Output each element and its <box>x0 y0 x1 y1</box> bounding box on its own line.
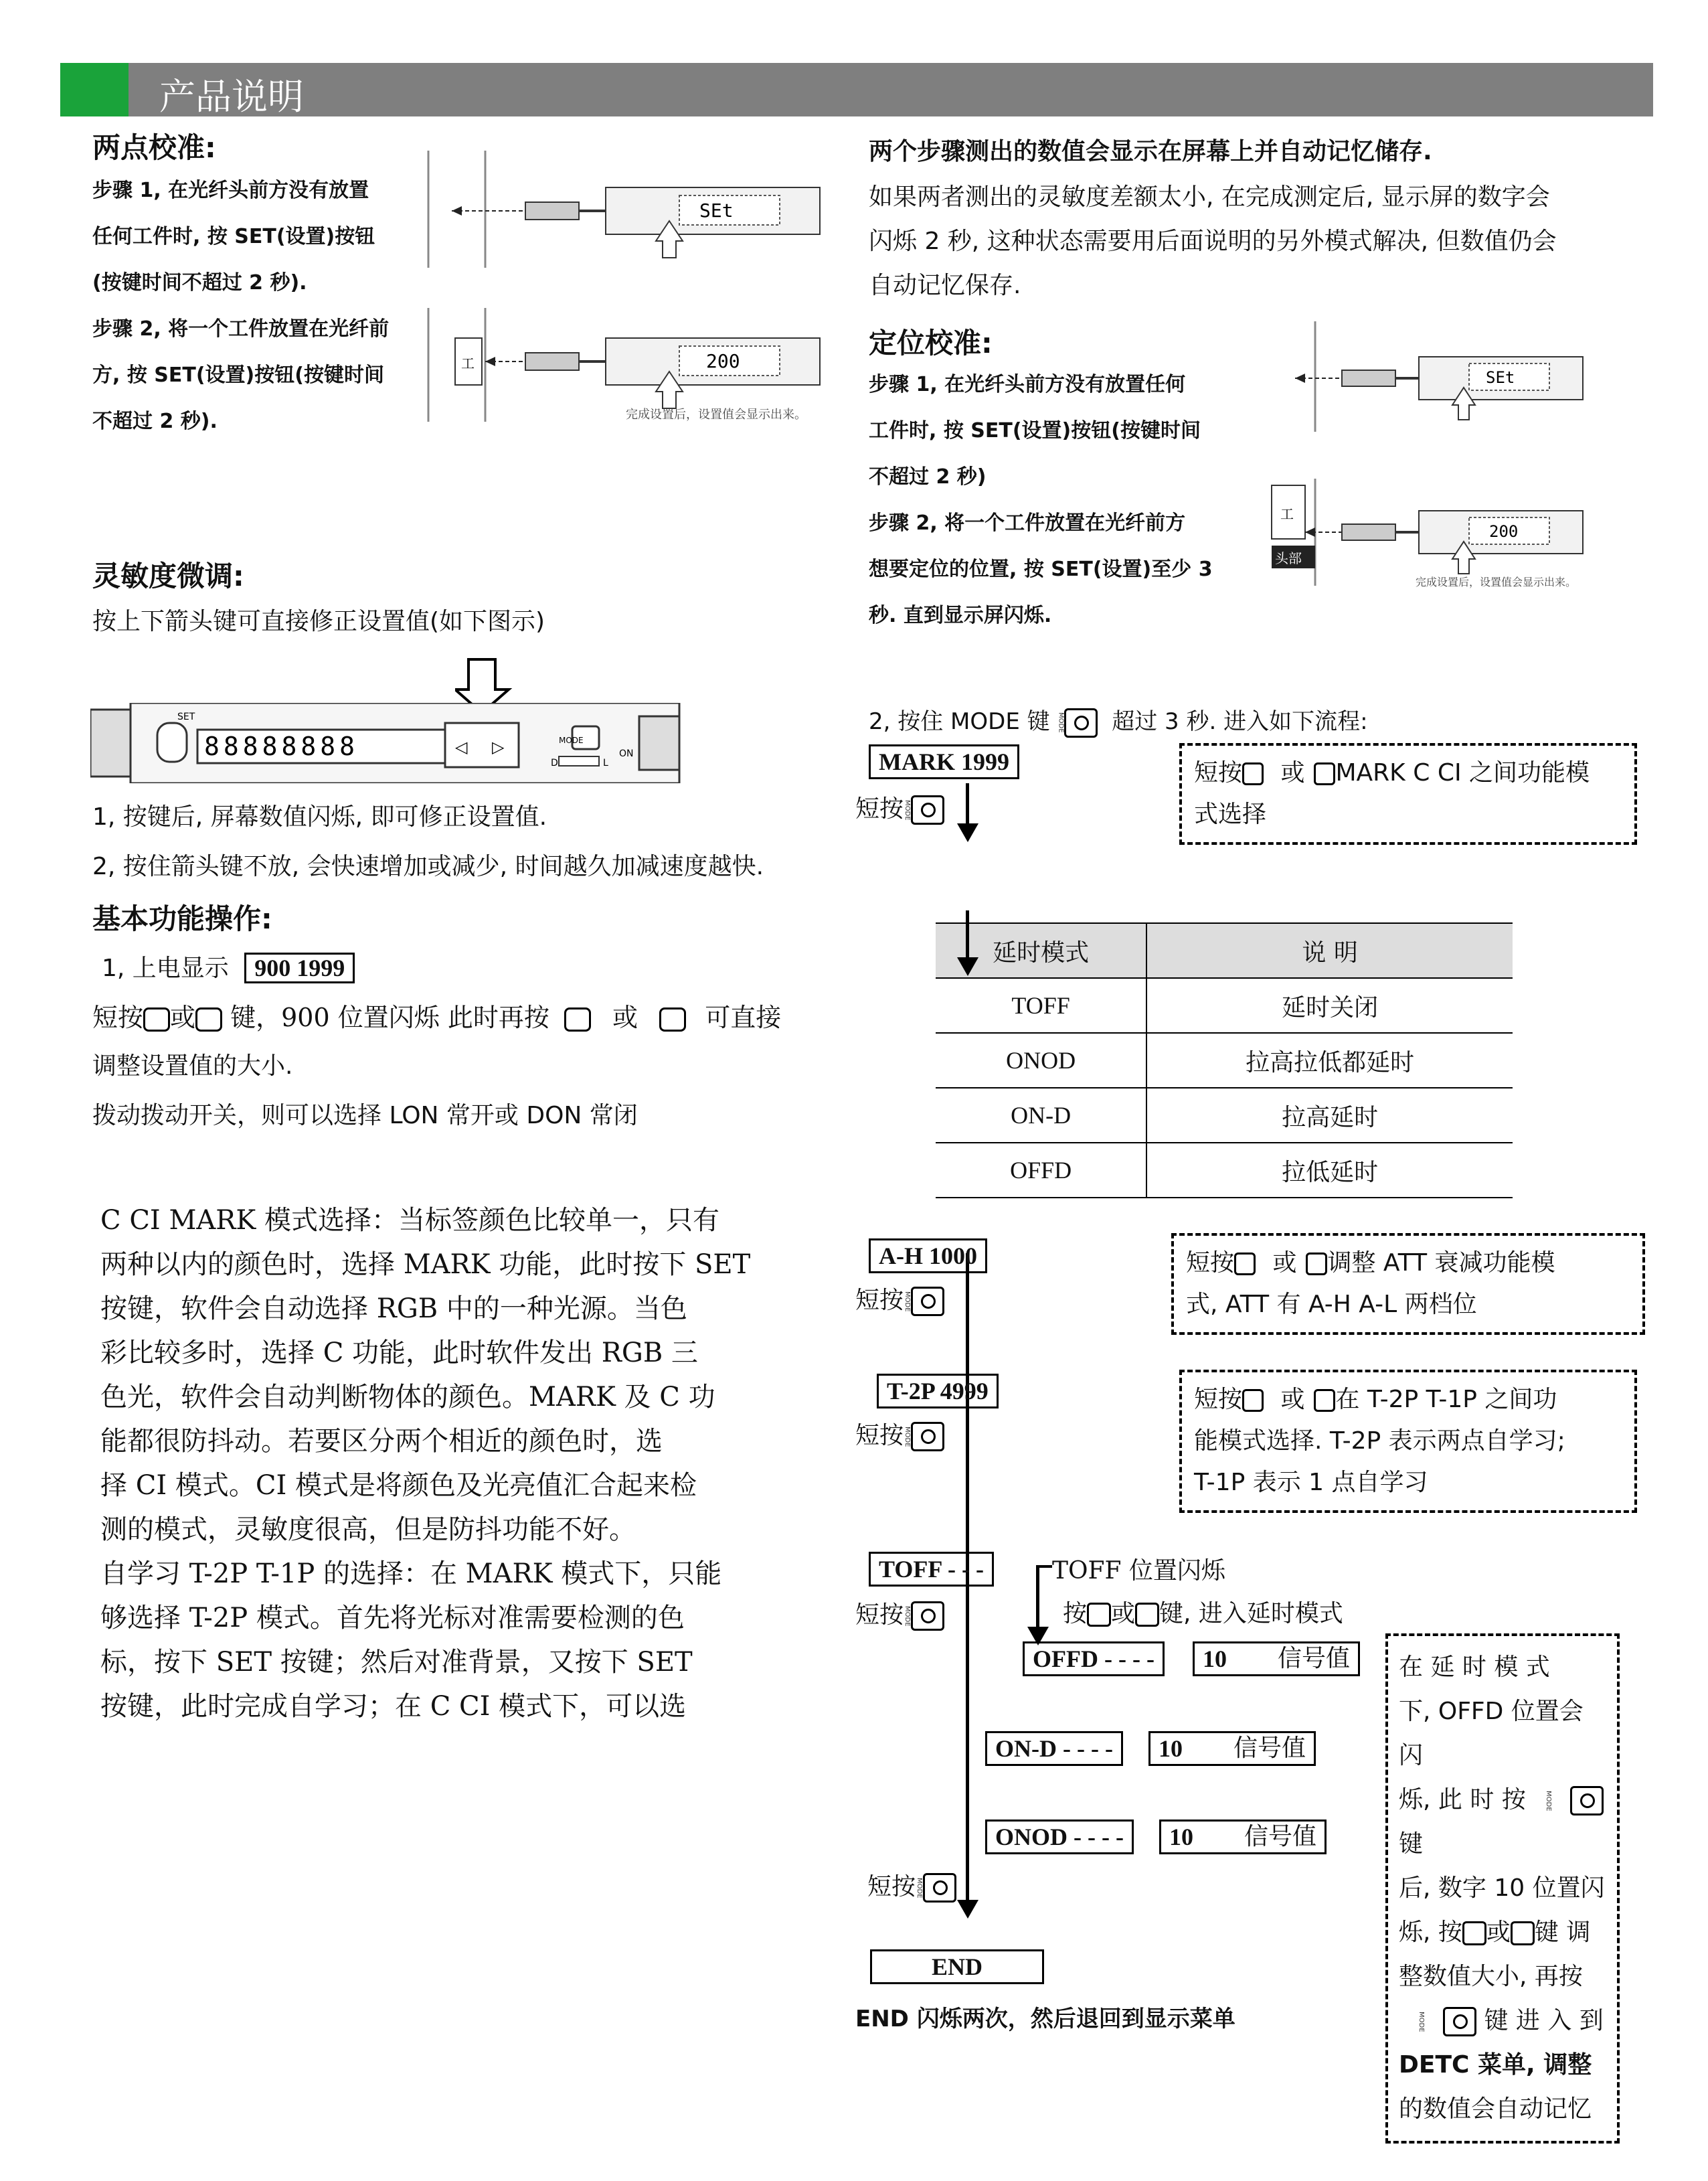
ah-note: 短按 或 调整 ATT 衰减功能模 式, ATT 有 A-H A-L 两档位 <box>1171 1233 1645 1335</box>
svg-text:L: L <box>603 758 608 769</box>
left-key-icon <box>1462 1921 1486 1945</box>
mode-description <box>100 1198 770 1728</box>
step-line: 步骤 1, 在光纤头前方没有放置任何 <box>869 373 1186 396</box>
right-key-icon <box>659 1007 686 1032</box>
mode-key-icon <box>911 795 944 825</box>
power-on-line: 1, 上电显示 900 1999 <box>102 947 355 991</box>
svg-text:工: 工 <box>461 355 475 372</box>
right-key-icon <box>1135 1603 1159 1627</box>
step-line: (按键时间不超过 2 秒). <box>92 271 307 295</box>
table-row: ONOD 拉高拉低都延时 <box>936 1033 1513 1088</box>
toff-press: 按 或 键, 进入延时模式 <box>1063 1600 1343 1627</box>
table-header-row <box>936 923 1513 978</box>
svg-text:工: 工 <box>1280 506 1294 522</box>
illus-display-text: 200 <box>1489 522 1519 541</box>
mark-box: MARK 1999 <box>869 744 1019 779</box>
desc-line: 两种以内的颜色时，选择 MARK 功能，此时按下 SET <box>100 1249 751 1280</box>
svg-text:D: D <box>551 758 558 769</box>
desc-line: 择 CI 模式。CI 模式是将颜色及光亮值汇合起来检 <box>100 1470 697 1501</box>
toff-blink: TOFF 位置闪烁 <box>1052 1557 1225 1585</box>
onod-box: ONOD - - - - <box>985 1820 1134 1854</box>
device-display: 88888888 <box>204 732 359 761</box>
basic-line4: 拨动拨动开关，则可以选择 LON 常开或 DON 常闭 <box>92 1102 638 1129</box>
right-key-icon <box>1314 1389 1335 1412</box>
intro-line: 闪烁 2 秒, 这种状态需要用后面说明的另外模式解决, 但数值仍会 <box>869 228 1557 255</box>
intro-line: 自动记忆保存. <box>869 272 1021 299</box>
desc-line: C CI MARK 模式选择：当标签颜色比较单一，只有 <box>100 1205 719 1236</box>
desc-line: 按键，软件会自动选择 RGB 中的一种光源。当色 <box>100 1293 687 1324</box>
banner-accent <box>60 63 129 116</box>
flow-arrow-icon <box>957 957 978 977</box>
flow-arrow-icon <box>957 823 978 843</box>
two-point-steps <box>92 167 434 445</box>
left-arrow-key-icon: ◁ <box>455 738 468 756</box>
illus-display-text: 200 <box>706 350 740 372</box>
head-label: 头部 <box>1275 550 1302 566</box>
sensor-device <box>90 703 693 783</box>
toff-box: TOFF - - - <box>869 1552 994 1587</box>
flow-line <box>1036 1565 1039 1632</box>
mode-key-icon <box>1443 2007 1476 2036</box>
desc-line: 够选择 T-2P 模式。首先将光标对准需要检测的色 <box>100 1603 685 1633</box>
mode-intro: 2, 按住 MODE 键 MODE 超过 3 秒. 进入如下流程: <box>869 703 1368 738</box>
illus-caption: 完成设置后，设置值会显示出来。 <box>626 408 806 422</box>
illus-caption: 完成设置后，设置值会显示出来。 <box>1416 576 1577 588</box>
flow-arrow-icon <box>957 1900 978 1920</box>
mode-key-icon <box>1570 1786 1604 1815</box>
left-key-icon <box>1242 762 1264 785</box>
position-illustration <box>1268 318 1590 592</box>
table-header: 延时模式 <box>936 923 1146 978</box>
desc-line: 测的模式，灵敏度很高，但是防抖功能不好。 <box>100 1514 636 1545</box>
position-steps <box>869 361 1244 639</box>
basic-heading: 基本功能操作: <box>92 902 272 935</box>
mode-key-icon <box>923 1873 956 1903</box>
step-line: 步骤 1, 在光纤头前方没有放置 <box>92 179 369 202</box>
basic-line2: 短按 或 键，900 位置闪烁 此时再按 或 可直接 <box>92 1003 782 1032</box>
short-press: 短按MODE <box>855 1417 944 1451</box>
ond-box: ON-D - - - - <box>985 1731 1123 1766</box>
mark-note: 短按 或 MARK C CI 之间功能模 式选择 <box>1179 743 1637 845</box>
sensitivity-note1: 1, 按键后, 屏幕数值闪烁, 即可修正设置值. <box>92 803 547 831</box>
basic-line3: 调整设置值的大小. <box>92 1052 293 1080</box>
right-intro-line1: 两个步骤测出的数值会显示在屏幕上并自动记忆储存. <box>869 138 1432 165</box>
svg-text:ON: ON <box>619 748 634 759</box>
intro-line: 如果两者测出的灵敏度差额太小, 在完成测定后, 显示屏的数字会 <box>869 183 1550 211</box>
mode-key-icon <box>911 1601 944 1631</box>
device-set-label: SET <box>177 712 195 722</box>
offd-value-box: 10 信号值 <box>1193 1641 1360 1676</box>
short-press: 短按MODE <box>855 1596 944 1631</box>
ond-value-box: 10 信号值 <box>1148 1731 1316 1766</box>
sensitivity-heading: 灵敏度微调: <box>92 560 244 592</box>
step-line: 任何工件时, 按 SET(设置)按钮 <box>92 225 375 248</box>
step-line: 不超过 2 秒). <box>92 410 218 433</box>
step-line: 步骤 2, 将一个工件放置在光纤前 <box>92 317 390 341</box>
short-press: 短按MODE <box>855 790 944 825</box>
desc-line: 色光，软件会自动判断物体的颜色。MARK 及 C 功 <box>100 1382 715 1412</box>
position-heading: 定位校准: <box>869 327 993 359</box>
right-arrow-key-icon: ▷ <box>492 738 505 756</box>
right-intro-text <box>869 175 1645 308</box>
desc-line: 彩比较多时，选择 C 功能，此时软件发出 RGB 三 <box>100 1338 698 1368</box>
left-key-icon <box>1242 1389 1264 1412</box>
section-banner <box>60 63 1653 116</box>
left-key-icon <box>1087 1603 1111 1627</box>
section-title: 产品说明 <box>159 76 304 118</box>
desc-line: 按键，此时完成自学习；在 C CI 模式下，可以选 <box>100 1691 687 1722</box>
end-box: END <box>870 1949 1044 1984</box>
sensitivity-desc: 按上下箭头键可直接修正设置值(如下图示) <box>92 608 545 635</box>
delay-mode-note: 在 延 时 模 式 下, OFFD 位置会闪 烁, 此 时 按 MODE键 后, 数字 10 位置闪 烁, 按 或 键 调 整数值大小, 再按 MODE 键 进 入 到 DETC 菜单, 调整 的数值会自动记忆 <box>1385 1633 1620 2144</box>
step-line: 工件时, 按 SET(设置)按钮(按键时间 <box>869 419 1201 442</box>
desc-line: 标，按下 SET 按键；然后对准背景，又按下 SET <box>100 1647 693 1678</box>
device-mode-label: MODE <box>559 736 584 745</box>
right-key-icon <box>1314 762 1335 785</box>
table-row: OFFD 拉低延时 <box>936 1143 1513 1198</box>
onod-value-box: 10 信号值 <box>1159 1820 1327 1854</box>
step-line: 想要定位的位置, 按 SET(设置)至少 3 <box>869 558 1213 581</box>
two-point-heading: 两点校准: <box>92 131 216 164</box>
end-note: END 闪烁两次，然后退回到显示菜单 <box>855 2006 1235 2032</box>
illus-display-text: SEt <box>1486 368 1515 387</box>
left-key-icon <box>1234 1253 1256 1275</box>
table-row: TOFF 延时关闭 <box>936 978 1513 1033</box>
delay-mode-table <box>936 922 1513 1198</box>
offd-box: OFFD - - - - <box>1023 1641 1165 1676</box>
t2p-note: 短按 或 在 T-2P T-1P 之间功 能模式选择. T-2P 表示两点自学习; T-1P 表示 1 点自学习 <box>1179 1370 1637 1513</box>
short-press: 短按MODE <box>855 1281 944 1316</box>
step-line: 秒. 直到显示屏闪烁. <box>869 604 1052 627</box>
step-line: 方, 按 SET(设置)按钮(按键时间 <box>92 364 384 387</box>
step-line: 不超过 2 秒) <box>869 465 987 489</box>
right-key-icon <box>1306 1253 1327 1275</box>
mode-key-icon <box>911 1422 944 1451</box>
t2p-box: T-2P 4999 <box>877 1374 999 1408</box>
ah-box: A-H 1000 <box>869 1238 987 1273</box>
mode-key-icon <box>1064 708 1098 738</box>
two-point-illustration <box>425 147 833 422</box>
table-row: ON-D 拉高延时 <box>936 1088 1513 1143</box>
right-key-icon <box>195 1007 222 1032</box>
power-on-box: 900 1999 <box>244 953 355 983</box>
left-key-icon <box>143 1007 170 1032</box>
short-press: 短按MODE <box>867 1868 956 1903</box>
right-key-icon <box>1511 1921 1535 1945</box>
left-key-icon <box>564 1007 591 1032</box>
mode-key-icon <box>911 1287 944 1316</box>
table-header: 说 明 <box>1146 923 1513 978</box>
desc-line: 自学习 T-2P T-1P 的选择：在 MARK 模式下，只能 <box>100 1558 722 1589</box>
desc-line: 能都很防抖动。若要区分两个相近的颜色时，选 <box>100 1426 663 1457</box>
step-line: 步骤 2, 将一个工件放置在光纤前方 <box>869 511 1186 535</box>
sensitivity-note2: 2, 按住箭头键不放, 会快速增加或减少, 时间越久加减速度越快. <box>92 853 764 880</box>
illus-display-text: SEt <box>699 199 734 222</box>
flow-line <box>966 910 969 964</box>
